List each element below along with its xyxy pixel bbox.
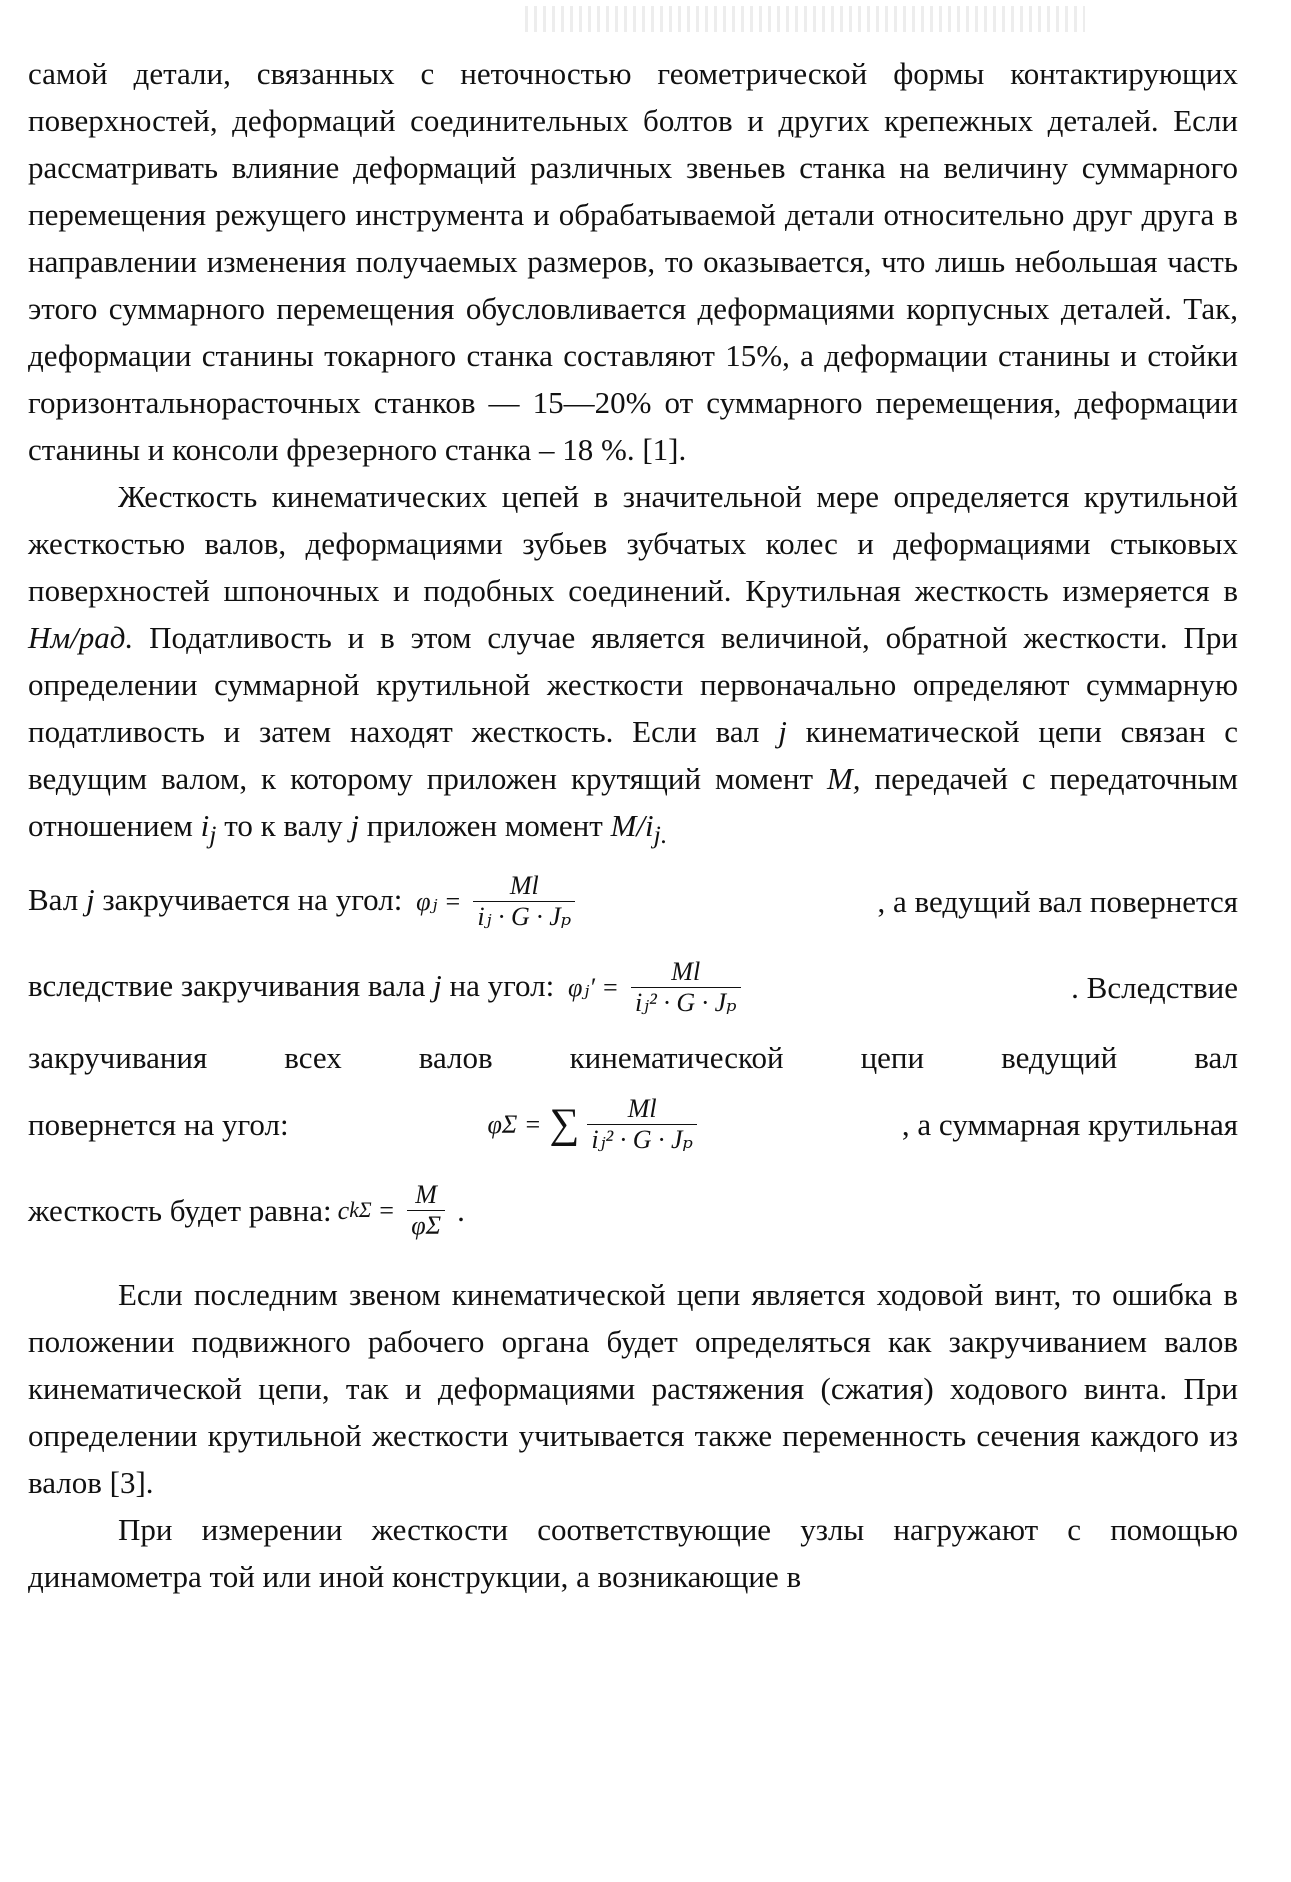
formula-5-lhs: c [337,1195,350,1225]
formula-1-numerator: Ml [509,870,539,900]
variable-j: j [778,714,787,749]
formula-4-lhs: φΣ = [487,1109,542,1139]
formula-c-k-sigma [338,1180,451,1241]
formula-1-after: закручивается на угол: [102,881,403,917]
paragraph-2-text-a: Жесткость кинематических цепей в значительной мере определяется крутильной жесткостью валов, деформациями зубьев зубчатых колес и деформациями стыковых поверхностей шпоночных и подобных соединений. Крутильная жесткость измеряется в [28,479,1238,608]
formula-5-before: жесткость будет равна: [28,1192,332,1228]
formula-5-tail: . [457,1192,465,1228]
formula-2-tail: . Вследствие [1071,969,1238,1005]
formula-2-lhs: φⱼ′ = [567,972,619,1002]
formula-4-denominator: iⱼ² · G · Jₚ [591,1124,693,1154]
formula-5-fraction [407,1180,445,1241]
formula-5-lhs-sub: kΣ [349,1197,372,1222]
formula-2-after: на угол: [449,967,555,1003]
formula-2-fraction [631,957,741,1018]
variable-m-over-i: М/i [610,808,654,843]
formula-4-tail: , а суммарная крутильная [901,1106,1238,1142]
paragraph-4: При измерении жесткости соответствующие узлы нагружают с помощью динамометра той или иной конструкции, а возникающие в [28,1512,1238,1595]
unit-nm-rad: Нм/рад. [28,620,134,655]
variable-j-2: j [350,808,360,843]
formula-4-fraction [587,1094,697,1155]
formula-1-denominator: iⱼ · G · Jₚ [477,901,572,931]
formula-line-2 [28,944,1238,1030]
paragraph-3: Если последним звеном кинематической цепи является ходовой винт, то ошибка в положении подвижного рабочего органа будет определяться как закручиванием валов кинематической цепи, так и деформациями растяжения (сжатия) ходового винта. При определении крутильной жесткости учитывается также переменность сечения каждого из валов [3]. [28,1277,1238,1501]
paragraph-2-text-c: кинематической цепи связан с ведущим валом, к которому приложен крутящий момент [28,714,1238,796]
document-page [28,50,1238,1600]
formula-5-denominator: φΣ [411,1210,442,1240]
formula-5-eq: = [377,1195,396,1225]
subscript-j: j [209,820,217,850]
formula-phi-j-prime [568,957,747,1018]
formula-4-before: повернется на угол: [28,1106,289,1142]
variable-m: М, [826,761,861,796]
formula-phi-sigma [488,1094,703,1155]
formula-line-1 [28,858,1238,944]
formula-1-fraction [473,871,575,932]
formula-2-numerator: Ml [671,956,701,986]
sum-symbol: ∑ [549,1100,580,1147]
formula-4-numerator: Ml [627,1093,657,1123]
paragraph-2-text-e: то к валу [216,808,351,843]
formula-2-before: вследствие закручивания вала [28,967,426,1003]
formula-1-tail: , а ведущий вал повернется [877,883,1238,919]
formula-line-4 [28,1081,1238,1167]
paragraph-2 [28,473,1238,858]
paragraph-2-text-d: передачей с передаточным отношением [28,761,1238,843]
formula-1-before: Вал [28,881,79,917]
formula-line-3: закручивания всех валов кинематической цепи ведущий вал [28,1040,1238,1076]
formula-5-numerator: M [415,1179,437,1209]
formula-1-lhs: φⱼ = [416,886,462,916]
scan-artifact [525,6,1085,32]
paragraph-2-text-f: приложен момент [359,808,611,843]
formula-1-var: j [85,881,95,917]
formula-phi-j [416,871,581,932]
formula-2-var: j [433,967,442,1003]
formula-line-5 [28,1167,1238,1253]
variable-i: i [200,808,210,843]
paragraph-1: самой детали, связанных с неточностью геометрической формы контактирующих поверхностей, деформаций соединительных болтов и других крепежных деталей. Если рассматривать влияние деформаций различных звеньев станка на величину суммарного перемещения режущего инструмента и обрабатываемой детали относительно друг друга в направлении изменения получаемых размеров, то оказывается, что лишь небольшая часть этого суммарного перемещения обусловливается деформациями корпусных деталей. Так, деформации станины токарного станка составляют 15%, а деформации станины и стойки горизонтальнорасточных станков — 15—20% от суммарного перемещения, деформации станины и консоли фрезерного станка – 18 %. [1]. [28,56,1238,467]
paragraph-2-text-b: Податливость и в этом случае является величиной, обратной жесткости. При определении суммарной крутильной жесткости первоначально определяют суммарную податливость и затем находят жесткость. Если вал [28,620,1238,749]
formula-2-denominator: iⱼ² · G · Jₚ [634,987,737,1017]
formula-line-2-left [28,957,753,1018]
formula-line-1-left [28,871,587,932]
subscript-j-2: j. [653,820,668,850]
